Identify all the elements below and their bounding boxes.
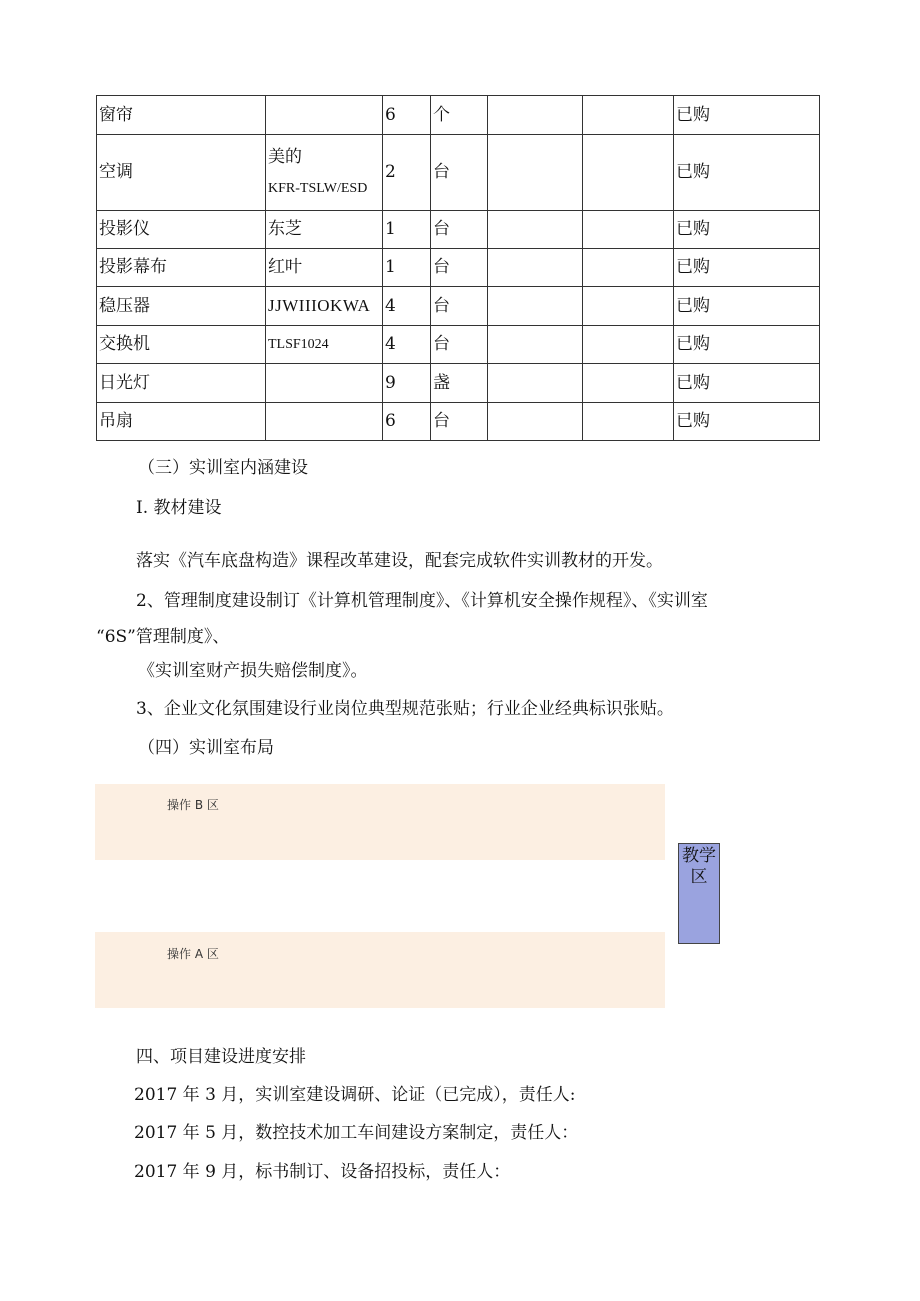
equipment-name: 投影幕布 [97, 249, 266, 287]
equipment-name: 日光灯 [97, 364, 266, 403]
equipment-col5 [488, 364, 583, 403]
item3-text: 3、企业文化氛围建设行业岗位典型规范张贴；行业企业经典标识张贴。 [136, 699, 674, 719]
equipment-name: 空调 [97, 135, 266, 211]
equipment-model: 东芝 [266, 211, 383, 249]
model-brand: 美的 [268, 147, 302, 168]
equipment-name: 投影仪 [97, 211, 266, 249]
equipment-col5 [488, 135, 583, 211]
table-row [97, 403, 820, 441]
equipment-qty: 2 [383, 135, 431, 211]
table-row [97, 211, 820, 249]
equipment-qty: 9 [383, 364, 431, 403]
equipment-col6 [583, 287, 674, 326]
equipment-model [266, 403, 383, 441]
equipment-col6 [583, 96, 674, 135]
equipment-status: 已购 [674, 249, 820, 287]
table-row [97, 96, 820, 135]
table-row [97, 364, 820, 403]
table-row [97, 135, 820, 211]
equipment-status: 已购 [674, 326, 820, 364]
equipment-unit: 台 [431, 326, 488, 364]
equipment-model [266, 135, 383, 211]
equipment-name: 交换机 [97, 326, 266, 364]
table-row [97, 326, 820, 364]
section-heading-content: （三）实训室内涵建设 [138, 458, 308, 478]
equipment-model [266, 364, 383, 403]
equipment-unit: 台 [431, 135, 488, 211]
equipment-col6 [583, 249, 674, 287]
equipment-qty: 6 [383, 96, 431, 135]
equipment-col5 [488, 249, 583, 287]
equipment-col5 [488, 211, 583, 249]
schedule-item: 2017 年 3 月，实训室建设调研、论证（已完成），责任人: [134, 1085, 576, 1105]
table-row [97, 249, 820, 287]
equipment-col5 [488, 403, 583, 441]
equipment-qty: 4 [383, 326, 431, 364]
equipment-col6 [583, 364, 674, 403]
equipment-col6 [583, 211, 674, 249]
equipment-unit: 个 [431, 96, 488, 135]
equipment-name: 吊扇 [97, 403, 266, 441]
zone-a-area [95, 932, 665, 1008]
section-heading-layout: （四）实训室布局 [138, 738, 274, 758]
equipment-unit: 台 [431, 211, 488, 249]
equipment-status: 已购 [674, 135, 820, 211]
equipment-model [266, 96, 383, 135]
equipment-col5 [488, 287, 583, 326]
equipment-table [96, 95, 820, 441]
zone-b-label: 操作 B 区 [167, 798, 219, 812]
model-number: KFR-TSLW/ESD [268, 181, 368, 197]
item1-title: I. 教材建设 [136, 498, 222, 518]
equipment-model: TLSF1024 [266, 326, 383, 364]
equipment-col6 [583, 326, 674, 364]
equipment-qty: 4 [383, 287, 431, 326]
equipment-col6 [583, 403, 674, 441]
equipment-unit: 盏 [431, 364, 488, 403]
equipment-qty: 1 [383, 249, 431, 287]
equipment-col5 [488, 326, 583, 364]
equipment-model: 红叶 [266, 249, 383, 287]
equipment-qty: 6 [383, 403, 431, 441]
schedule-item: 2017 年 5 月，数控技术加工车间建设方案制定，责任人： [134, 1123, 579, 1143]
equipment-unit: 台 [431, 403, 488, 441]
item2-line2: “6S”管理制度》、 [96, 627, 230, 647]
table-row [97, 287, 820, 326]
equipment-qty: 1 [383, 211, 431, 249]
equipment-col5 [488, 96, 583, 135]
equipment-status: 已购 [674, 287, 820, 326]
schedule-heading: 四、项目建设进度安排 [136, 1047, 306, 1067]
equipment-status: 已购 [674, 403, 820, 441]
equipment-unit: 台 [431, 249, 488, 287]
equipment-name: 窗帘 [97, 96, 266, 135]
equipment-unit: 台 [431, 287, 488, 326]
teaching-area: 教学区 [678, 843, 720, 944]
equipment-status: 已购 [674, 96, 820, 135]
item2-line1: 2、管理制度建设制订《计算机管理制度》、《计算机安全操作规程》、《实训室 [136, 591, 708, 611]
item1-text: 落实《汽车底盘构造》课程改革建设，配套完成软件实训教材的开发。 [136, 551, 663, 571]
equipment-name: 稳压器 [97, 287, 266, 326]
equipment-model: JJWIIIOKWA [266, 287, 383, 326]
equipment-status: 已购 [674, 211, 820, 249]
schedule-item: 2017 年 9 月，标书制订、设备招投标，责任人： [134, 1162, 511, 1182]
equipment-status: 已购 [674, 364, 820, 403]
zone-a-label: 操作 A 区 [167, 947, 219, 961]
equipment-col6 [583, 135, 674, 211]
item2-line3: 《实训室财产损失赔偿制度》。 [138, 661, 368, 681]
